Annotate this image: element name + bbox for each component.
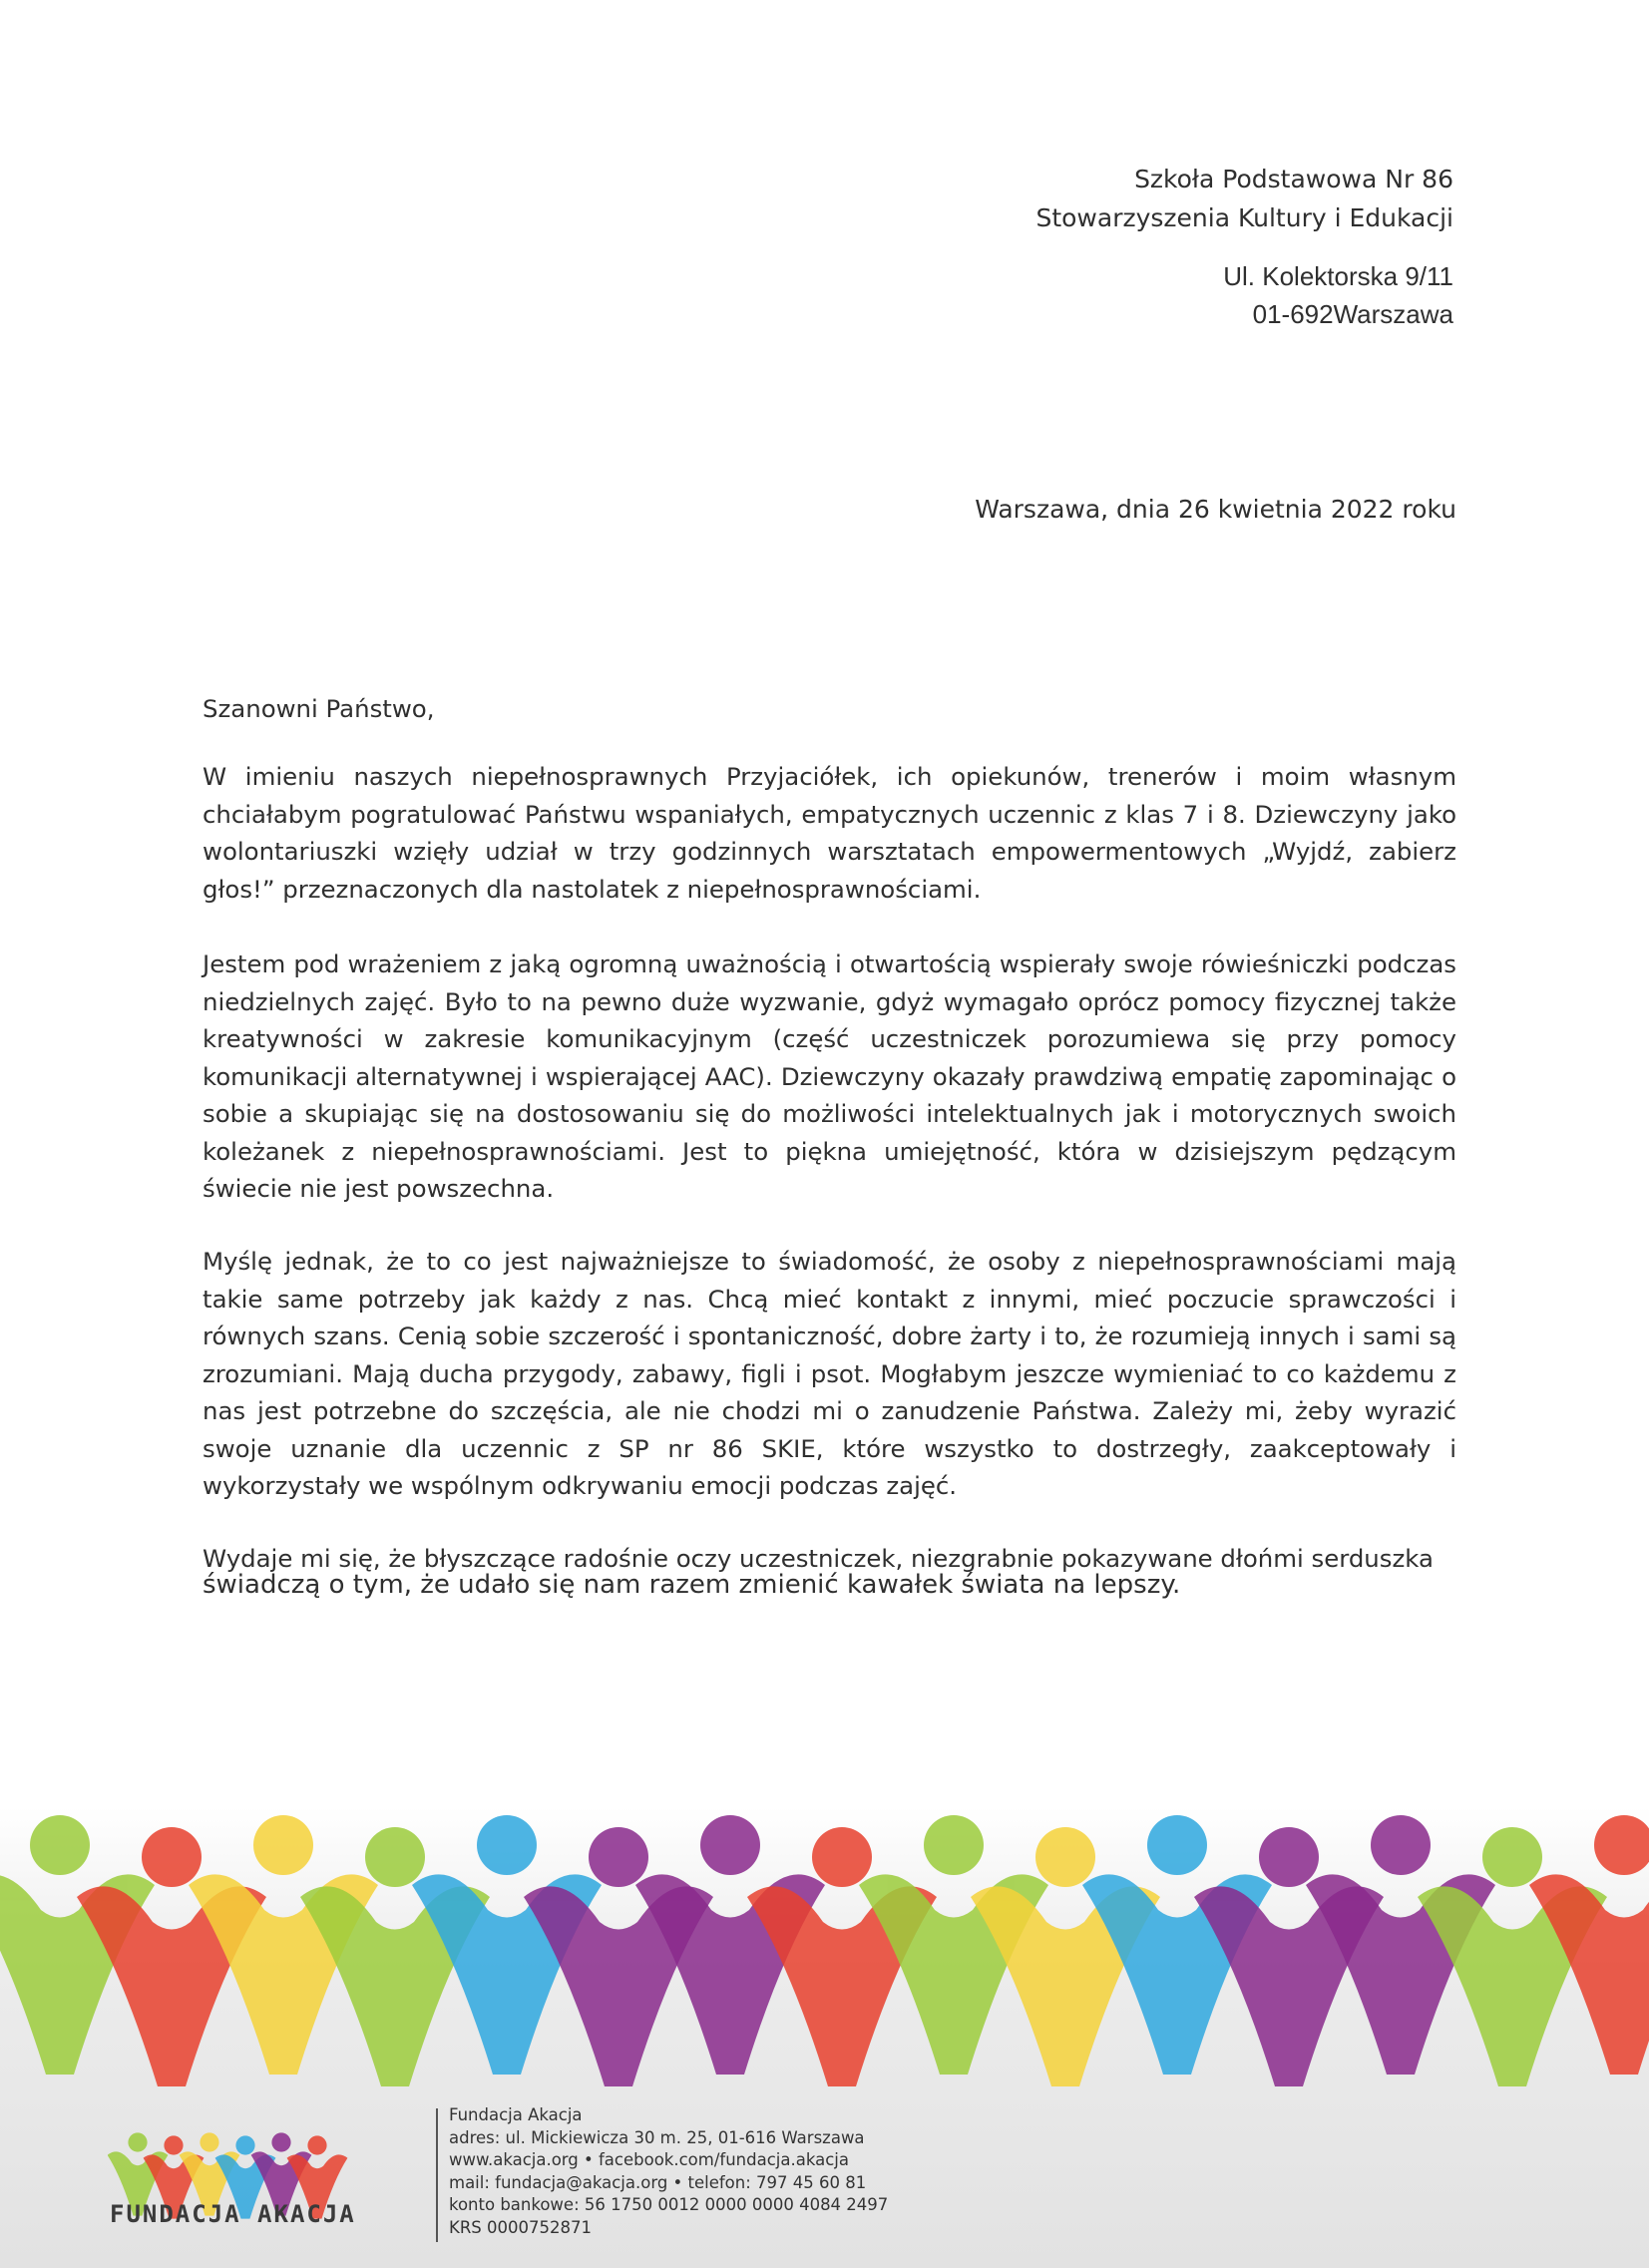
recipient-street-block	[1035, 257, 1453, 333]
org-web: www.akacja.org • facebook.com/fundacja.akacja	[449, 2150, 849, 2170]
recipient-line1: Szkoła Podstawowa Nr 86	[1134, 165, 1453, 193]
paragraph-4-line2: świadczą o tym, że udało się nam razem zmienić kawałek świata na lepszy.	[203, 1569, 1181, 1600]
org-name: Fundacja Akacja	[449, 2105, 583, 2124]
org-contact: mail: fundacja@akacja.org • telefon: 797 45 60 81	[449, 2172, 867, 2192]
paragraph-1: W imieniu naszych niepełnosprawnych Przyjaciółek, ich opiekunów, trenerów i moim własnym chciałabym pogratulować Państwu wspaniałych, empatycznych uczennic z klas 7 i 8. Dziewczyny jako wolontariuszki wzięły udział w trzy godzinnych warsztatach empowermentowych „Wyjdź, zabierz głos!” przeznaczonych dla nastolatek z niepełnosprawnościami.	[203, 762, 1456, 904]
paragraph-4	[203, 1540, 1456, 1604]
letter-date: Warszawa, dnia 26 kwietnia 2022 roku	[975, 495, 1456, 524]
recipient-line2: Stowarzyszenia Kultury i Edukacji	[1035, 203, 1453, 232]
recipient-city: 01-692Warszawa	[1252, 299, 1453, 329]
recipient-address	[1035, 160, 1453, 333]
org-krs: KRS 0000752871	[449, 2217, 592, 2237]
footer-divider	[436, 2108, 438, 2242]
org-bank: konto bankowe: 56 1750 0012 0000 0000 4084 2497	[449, 2195, 889, 2215]
footer-contact	[449, 2104, 888, 2240]
recipient-street: Ul. Kolektorska 9/11	[1223, 261, 1453, 291]
paragraph-2: Jestem pod wrażeniem z jaką ogromną uważnością i otwartością wspierały swoje rówieśniczki podczas niedzielnych zajęć. Było to na pewno duże wyzwanie, gdyż wymagało oprócz pomocy fizycznej także kreatywności w zakresie komunikacyjnym (część uczestniczek porozumiewa się przy pomocy komunikacji alternatywnej i wspierającej AAC). Dziewczyny okazały prawdziwą empatię zapominając o sobie a skupiając się na dostosowaniu się do możliwości intelektualnych jak i motorycznych swoich koleżanek z niepełnosprawnościami. Jest to piękna umiejętność, która w dzisiejszym pędzącym świecie nie jest powszechna.	[203, 949, 1456, 1203]
decorative-figures-border	[0, 1800, 1649, 2099]
salutation: Szanowni Państwo,	[203, 694, 435, 723]
paragraph-3: Myślę jednak, że to co jest najważniejsze to świadomość, że osoby z niepełnosprawnościami mają takie same potrzeby jak każdy z nas. Chcą mieć kontakt z innymi, mieć poczucie sprawczości i równych szans. Cenią sobie szczerość i spontaniczność, dobre żarty i to, że rozumieją innych i sami są zrozumiani. Mają ducha przygody, zabawy, figli i psot. Mogłabym jeszcze wymieniać to co każdemu z nas jest potrzebne do szczęścia, ale nie chodzi mi o zanudzenie Państwa. Zależy mi, żeby wyrazić swoje uznanie dla uczennic z SP nr 86 SKIE, które wszystko to dostrzegły, zaakceptowały i wykorzystały we wspólnym odkrywaniu emocji podczas zajęć.	[203, 1247, 1456, 1500]
paragraph-4-line1: Wydaje mi się, że błyszczące radośnie oczy uczestniczek, niezgrabnie pokazywane dłońmi serduszka	[203, 1544, 1434, 1573]
logo-text: FUNDACJA AKACJA	[110, 2200, 356, 2228]
org-address: adres: ul. Mickiewicza 30 m. 25, 01-616 Warszawa	[449, 2127, 865, 2147]
